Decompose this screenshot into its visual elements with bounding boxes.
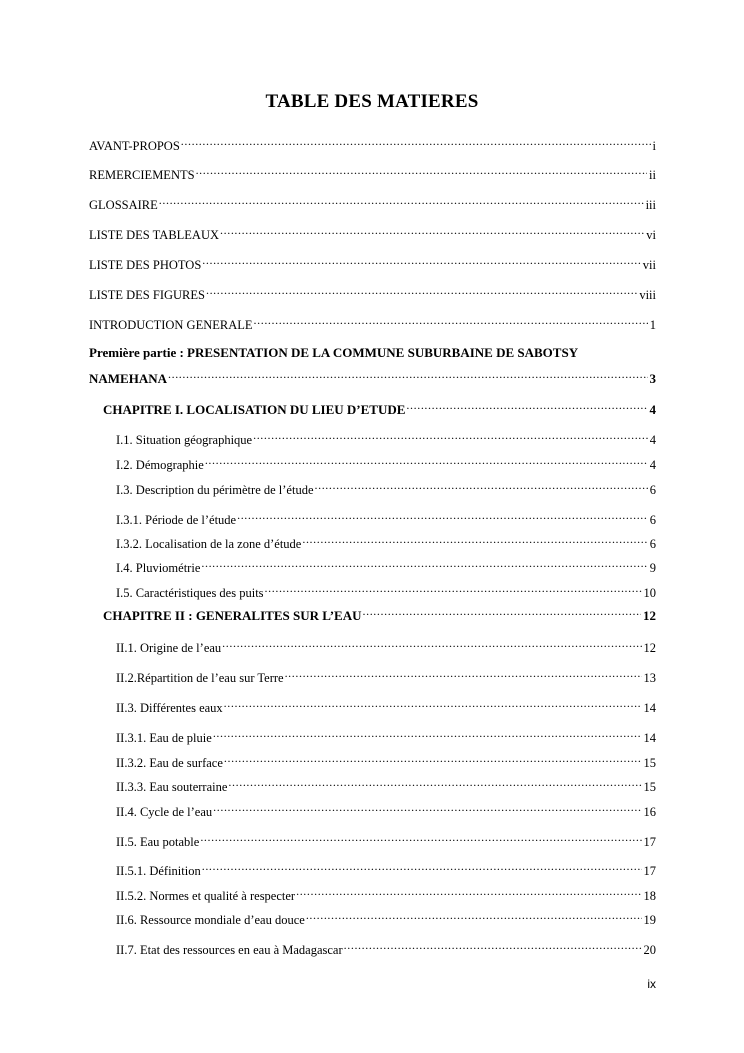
- toc-leader: [196, 164, 647, 179]
- toc-entry-1-5[interactable]: [116, 582, 656, 601]
- toc-entry-liste-tableaux[interactable]: [89, 224, 656, 243]
- toc-entry-1-1[interactable]: [116, 429, 656, 448]
- toc-label: II.3.1. Eau de pluie: [116, 731, 212, 745]
- toc-leader: [222, 637, 641, 652]
- toc-part-heading[interactable]: Première partie : PRESENTATION DE LA COMMUNE SUBURBAINE DE SABOTSY: [89, 345, 579, 360]
- toc-leader: [168, 368, 648, 383]
- toc-entry-1-4[interactable]: [116, 557, 656, 576]
- toc-leader: [296, 885, 641, 900]
- toc-label: I.4. Pluviométrie: [116, 561, 201, 575]
- toc-entry-1-3[interactable]: [116, 479, 656, 498]
- toc-leader: [254, 314, 648, 329]
- toc-label: II.7. Etat des ressources en eau à Madagascar: [116, 943, 343, 957]
- toc-label: I.3.1. Période de l’étude: [116, 513, 237, 527]
- toc-leader: [224, 752, 642, 767]
- toc-label: II.4. Cycle de l’eau: [116, 805, 213, 819]
- toc-page: 20: [643, 943, 656, 957]
- toc-leader: [159, 194, 644, 209]
- toc-label: II.2.Répartition de l’eau sur Terre: [116, 671, 284, 685]
- toc-entry-chapitre-1[interactable]: [103, 399, 656, 417]
- toc-label: II.3.2. Eau de surface: [116, 756, 223, 770]
- toc-page: 4: [649, 433, 656, 447]
- toc-entry-namehana[interactable]: [89, 368, 656, 386]
- toc-page: 6: [649, 483, 656, 497]
- toc-page: 15: [643, 780, 656, 794]
- toc-entry-2-4[interactable]: [116, 801, 656, 820]
- toc-page: 3: [649, 371, 656, 386]
- toc-entry-2-6[interactable]: [116, 909, 656, 928]
- toc-leader: [200, 831, 641, 846]
- toc-label: I.3.2. Localisation de la zone d’étude: [116, 537, 302, 551]
- toc-page: 19: [643, 913, 656, 927]
- toc-entry-introduction[interactable]: [89, 314, 656, 333]
- toc-page: 1: [649, 318, 656, 332]
- toc-leader: [181, 135, 651, 150]
- toc-entry-1-2[interactable]: [116, 454, 656, 473]
- toc-page: i: [652, 139, 656, 153]
- toc-leader: [202, 860, 642, 875]
- toc-label: I.5. Caractéristiques des puits: [116, 586, 264, 600]
- toc-page: 9: [649, 561, 656, 575]
- toc-label: I.1. Situation géographique: [116, 433, 253, 447]
- toc-entry-2-1[interactable]: [116, 637, 656, 656]
- toc-label: II.5. Eau potable: [116, 835, 200, 849]
- toc-page: 4: [649, 402, 656, 417]
- page-title: TABLE DES MATIERES: [265, 91, 479, 112]
- toc-page: 17: [643, 835, 656, 849]
- toc-label: II.3. Différentes eaux: [116, 701, 223, 715]
- toc-leader: [306, 909, 642, 924]
- toc-leader: [201, 557, 647, 572]
- toc-page: 10: [643, 586, 656, 600]
- toc-label: LISTE DES TABLEAUX: [89, 228, 220, 242]
- toc-leader: [228, 776, 641, 791]
- toc-entry-2-5-2[interactable]: [116, 885, 656, 904]
- toc-label: II.5.1. Définition: [116, 864, 201, 878]
- page-number: ix: [647, 977, 656, 991]
- toc-leader: [285, 667, 642, 682]
- toc-leader: [265, 582, 642, 597]
- toc-label: II.5.2. Normes et qualité à respecter: [116, 889, 296, 903]
- toc-leader: [315, 479, 648, 494]
- toc-entry-2-5[interactable]: [116, 831, 656, 850]
- toc-entry-liste-photos[interactable]: [89, 254, 656, 273]
- toc-entry-remerciements[interactable]: [89, 164, 656, 183]
- toc-entry-glossaire[interactable]: [89, 194, 656, 213]
- toc-page: 12: [643, 641, 656, 655]
- toc-leader: [220, 224, 644, 239]
- toc-leader: [237, 509, 648, 524]
- toc-label: REMERCIEMENTS: [89, 168, 195, 182]
- toc-entry-2-3-3[interactable]: [116, 776, 656, 795]
- toc-leader: [224, 697, 642, 712]
- toc-label: I.2. Démographie: [116, 458, 204, 472]
- toc-leader: [213, 801, 641, 816]
- toc-page: 18: [643, 889, 656, 903]
- toc-entry-1-3-2[interactable]: [116, 533, 656, 552]
- toc-page: vii: [642, 258, 656, 272]
- toc-label: I.3. Description du périmètre de l’étude: [116, 483, 314, 497]
- toc-page: vi: [646, 228, 656, 242]
- toc-page: 6: [649, 513, 656, 527]
- toc-leader: [406, 399, 647, 414]
- toc-page: 6: [649, 537, 656, 551]
- toc-entry-2-2[interactable]: [116, 667, 656, 686]
- toc-label: AVANT-PROPOS: [89, 139, 180, 153]
- toc-label: CHAPITRE I. LOCALISATION DU LIEU D’ETUDE: [103, 402, 406, 417]
- toc-entry-2-3[interactable]: [116, 697, 656, 716]
- toc-label: CHAPITRE II : GENERALITES SUR L’EAU: [103, 608, 362, 623]
- toc-page: 4: [649, 458, 656, 472]
- toc-page: 15: [643, 756, 656, 770]
- toc-entry-2-7[interactable]: [116, 939, 656, 958]
- toc-leader: [344, 939, 642, 954]
- toc-leader: [202, 254, 641, 269]
- toc-entry-1-3-1[interactable]: [116, 509, 656, 528]
- toc-entry-2-3-1[interactable]: [116, 727, 656, 746]
- toc-label: II.1. Origine de l’eau: [116, 641, 222, 655]
- toc-leader: [205, 454, 648, 469]
- toc-entry-2-3-2[interactable]: [116, 752, 656, 771]
- toc-entry-chapitre-2[interactable]: [103, 605, 656, 623]
- toc-label: LISTE DES FIGURES: [89, 288, 205, 302]
- toc-leader: [302, 533, 647, 548]
- toc-page: 16: [643, 805, 656, 819]
- toc-page: 14: [643, 701, 656, 715]
- toc-page: 12: [643, 608, 656, 623]
- toc-leader: [363, 605, 642, 620]
- toc-page: ii: [649, 168, 656, 182]
- toc-page: iii: [645, 198, 656, 212]
- toc-page: 17: [643, 864, 656, 878]
- toc-leader: [206, 284, 637, 299]
- toc-label: II.6. Ressource mondiale d’eau douce: [116, 913, 305, 927]
- toc-page: 14: [643, 731, 656, 745]
- toc-entry-avant-propos[interactable]: [89, 135, 656, 154]
- toc-leader: [213, 727, 642, 742]
- toc-leader: [253, 429, 648, 444]
- toc-page: viii: [639, 288, 656, 302]
- toc-label: INTRODUCTION GENERALE: [89, 318, 253, 332]
- toc-label: GLOSSAIRE: [89, 198, 158, 212]
- toc-entry-liste-figures[interactable]: [89, 284, 656, 303]
- toc-label: II.3.3. Eau souterraine: [116, 780, 228, 794]
- toc-label: NAMEHANA: [89, 371, 167, 386]
- toc-label: LISTE DES PHOTOS: [89, 258, 202, 272]
- toc-entry-2-5-1[interactable]: [116, 860, 656, 879]
- toc-page: 13: [643, 671, 656, 685]
